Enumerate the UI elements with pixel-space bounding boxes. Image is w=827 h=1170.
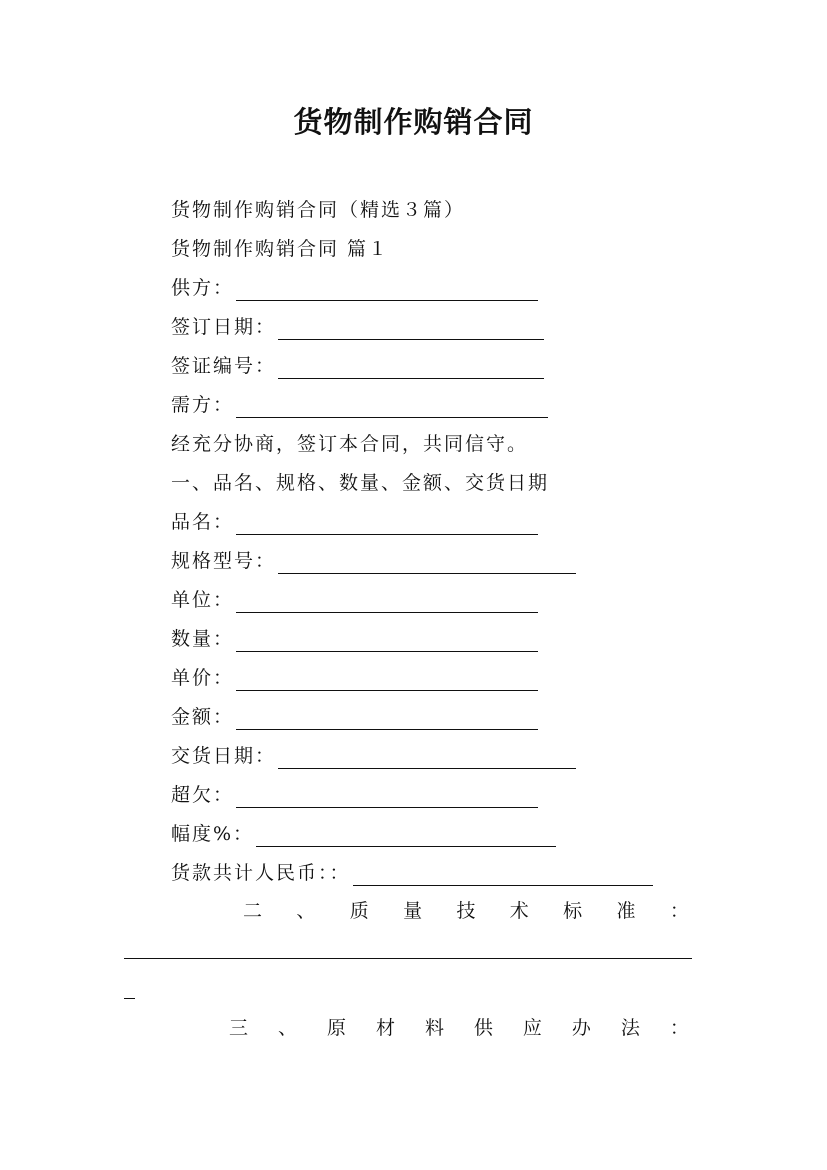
amount-label: 金额： — [171, 706, 235, 728]
buyer-label: 需方： — [171, 394, 235, 416]
delivery-date-field — [171, 743, 576, 769]
clause1-heading: 一、品名、规格、数量、金额、交货日期 — [171, 472, 550, 494]
clause3-char: 料 — [424, 1017, 444, 1039]
clause2-char: 标 — [563, 900, 583, 922]
unit-price-field — [171, 665, 538, 691]
sign-date-label: 签订日期： — [171, 316, 277, 338]
buyer-blank — [236, 395, 548, 418]
clause2-char: 二 — [243, 900, 263, 922]
unit-field — [171, 587, 538, 613]
clause3-char: 法 — [620, 1017, 640, 1039]
unit-label: 单位： — [171, 589, 235, 611]
clause2-char: 质 — [349, 900, 369, 922]
document-subtitle: 货物制作购销合同（精选３篇） — [171, 199, 466, 221]
clause3-char: 办 — [571, 1017, 591, 1039]
clause3-heading — [229, 1015, 689, 1041]
clause3-char: 三 — [229, 1017, 249, 1039]
clause2-char: ： — [669, 900, 689, 922]
clause2-char: 、 — [296, 900, 316, 922]
clause3-char: 、 — [277, 1017, 297, 1039]
clause3-char: 原 — [326, 1017, 346, 1039]
over-under-label: 超欠： — [171, 784, 235, 806]
quantity-field — [171, 626, 538, 652]
clause3-char: 供 — [473, 1017, 493, 1039]
spec-model-label: 规格型号： — [171, 550, 277, 572]
amount-field — [171, 704, 538, 730]
supplier-label: 供方： — [171, 277, 235, 299]
product-name-label: 品名： — [171, 511, 235, 533]
unit-price-blank — [236, 668, 538, 691]
quantity-blank — [236, 629, 538, 652]
document-title: 货物制作购销合同 — [293, 105, 534, 139]
supplier-blank — [236, 278, 538, 301]
visa-number-label: 签证编号： — [171, 355, 277, 377]
range-percent-field — [171, 821, 556, 847]
total-payment-field — [171, 860, 653, 886]
clause2-blank-tail — [124, 998, 135, 999]
spec-model-field — [171, 548, 576, 574]
delivery-date-blank — [278, 746, 576, 769]
clause3-char: 材 — [375, 1017, 395, 1039]
sign-date-field — [171, 314, 544, 340]
clause2-char: 量 — [403, 900, 423, 922]
product-name-blank — [236, 512, 538, 535]
unit-price-label: 单价： — [171, 667, 235, 689]
clause2-char: 术 — [509, 900, 529, 922]
clause2-char: 技 — [456, 900, 476, 922]
quantity-label: 数量： — [171, 628, 235, 650]
visa-number-blank — [278, 356, 544, 379]
agreement-text: 经充分协商，签订本合同，共同信守。 — [171, 433, 529, 455]
product-name-field — [171, 509, 538, 535]
amount-blank — [236, 707, 538, 730]
total-payment-blank — [353, 863, 653, 886]
spec-model-blank — [278, 551, 576, 574]
supplier-field — [171, 275, 538, 301]
unit-blank — [236, 590, 538, 613]
delivery-date-label: 交货日期： — [171, 745, 277, 767]
section-heading: 货物制作购销合同 篇１ — [171, 238, 390, 260]
visa-number-field — [171, 353, 544, 379]
over-under-field — [171, 782, 538, 808]
buyer-field — [171, 392, 548, 418]
clause2-blank-line — [124, 958, 692, 959]
total-payment-label: 货款共计人民币：： — [171, 862, 351, 884]
range-percent-blank — [256, 824, 556, 847]
clause2-heading — [243, 898, 689, 924]
clause2-char: 准 — [616, 900, 636, 922]
clause3-char: ： — [669, 1017, 689, 1039]
range-percent-label: 幅度%： — [171, 823, 255, 845]
over-under-blank — [236, 785, 538, 808]
sign-date-blank — [278, 317, 544, 340]
clause3-char: 应 — [522, 1017, 542, 1039]
